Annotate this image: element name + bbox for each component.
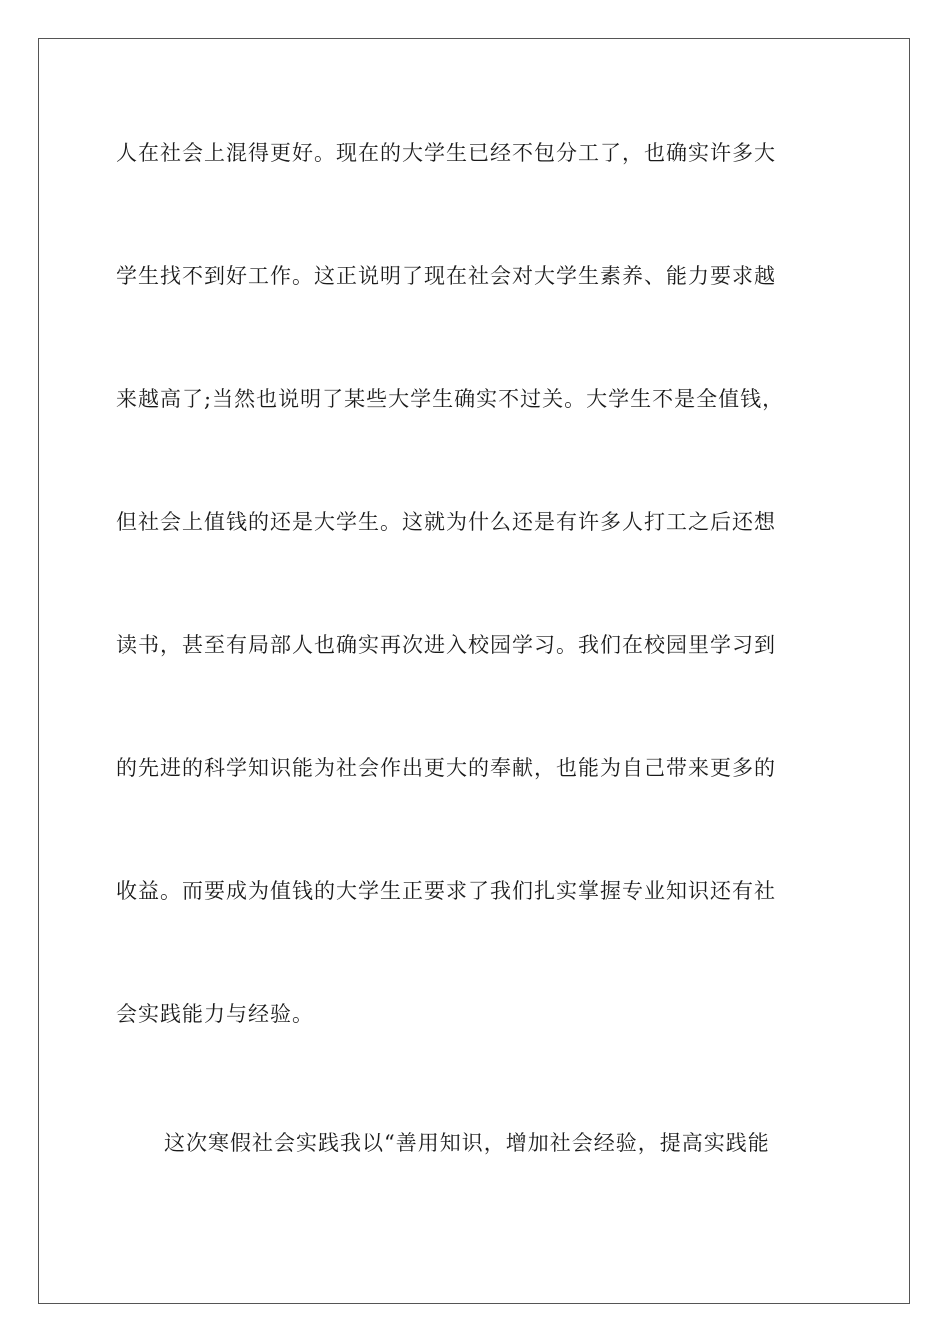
body-text-line-1: 人在社会上混得更好。现在的大学生已经不包分工了，也确实许多大 [116,141,776,165]
body-text-line-4: 但社会上值钱的还是大学生。这就为什么还是有许多人打工之后还想 [116,510,776,534]
body-text-line-3: 来越高了;当然也说明了某些大学生确实不过关。大学生不是全值钱， [116,387,785,411]
body-text-line-9: 这次寒假社会实践我以“善用知识，增加社会经验，提高实践能 [164,1131,770,1155]
body-text-line-8: 会实践能力与经验。 [116,1002,314,1026]
body-text-line-6: 的先进的科学知识能为社会作出更大的奉献，也能为自己带来更多的 [116,756,776,780]
body-text-line-2: 学生找不到好工作。这正说明了现在社会对大学生素养、能力要求越 [116,264,776,288]
body-text-line-5: 读书，甚至有局部人也确实再次进入校园学习。我们在校园里学习到 [116,633,776,657]
body-text-line-7: 收益。而要成为值钱的大学生正要求了我们扎实掌握专业知识还有社 [116,879,776,903]
page-border [38,38,910,1304]
